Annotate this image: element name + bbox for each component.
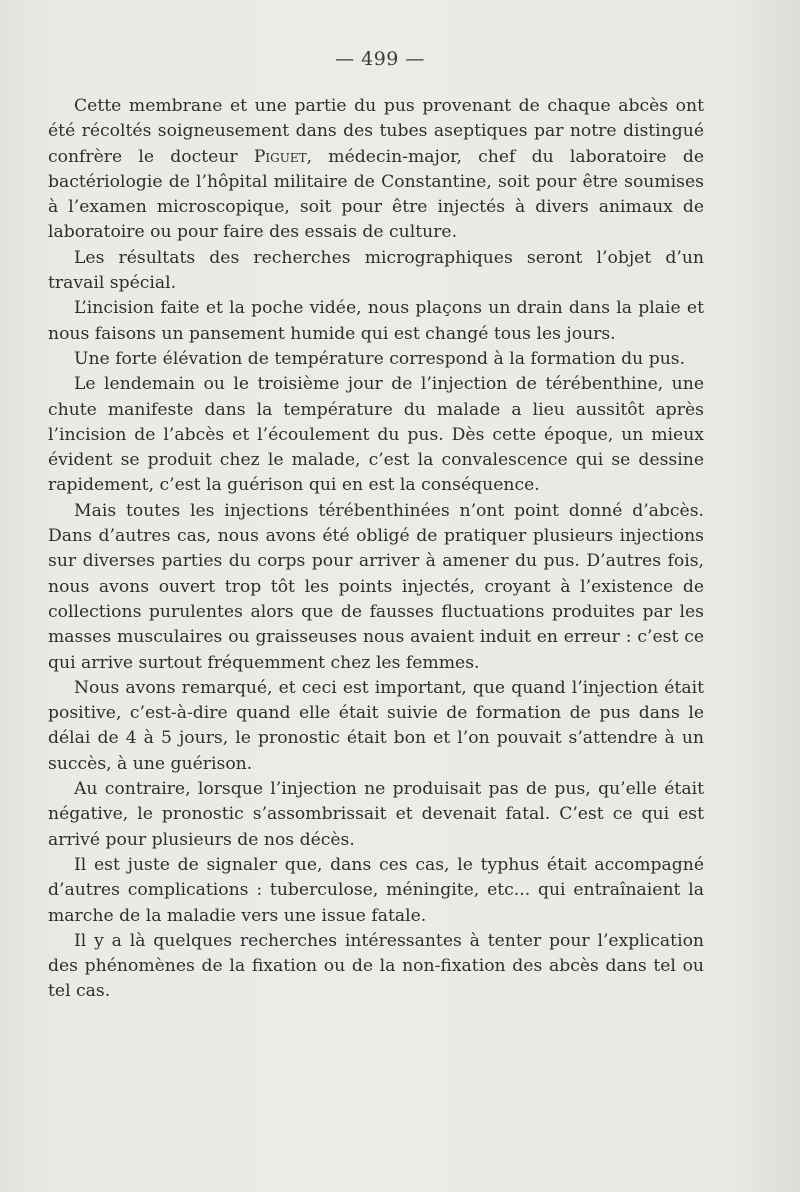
paragraph-9: Il est juste de signaler que, dans ces cas, le typhus était accompagné d’autres complications : tuberculose, méningite, etc... qui entraînaient la marche de la maladie vers une issue fatale. (48, 854, 704, 926)
paragraph-8: Au contraire, lorsque l’injection ne produisait pas de pus, qu’elle était négative, le pronostic s’assombrissait et devenait fatal. C’est ce qui est arrivé pour plusieurs de nos décès. (48, 779, 704, 850)
paragraph-1 (48, 94, 704, 246)
paragraph-6: Mais toutes les injections térébenthinées n’ont point donné d’abcès. Dans d’autres cas, nous avons été obligé de pratiquer plusieurs injections sur diverses parties du corps pour arriver à amener du pus. D’autres fois, nous avons ouvert trop tôt les points injectés, croyant à l’existence de collections purulentes alors que de fausses fluctuations produites par les masses musculaires ou graisseuses nous avaient induit en erreur : c’est ce qui arrive surtout fréquemment chez les femmes. (48, 500, 704, 673)
paragraph-2: Les résultats des recherches micrographiques seront l’objet d’un travail spécial. (48, 247, 704, 294)
author-name-piguet: Piguet (253, 146, 307, 167)
page-number: — 499 — (335, 48, 425, 70)
paragraph-10: Il y a là quelques recherches intéressantes à tenter pour l’explication des phénomènes de la fixation ou de la non-fixation des abcès dans tel ou tel cas. (48, 930, 704, 1002)
paragraph-1-text-before: Cette membrane et une partie du pus provenant de chaque abcès ont été récoltés soigneusement dans des tubes aseptiques par notre distingué confrère le docteur (48, 96, 704, 167)
paragraph-4: Une forte élévation de température correspond à la formation du pus. (74, 348, 686, 369)
paragraph-7: Nous avons remarqué, et ceci est important, que quand l’injection était positive, c’est-à-dire quand elle était suivie de formation de pus dans le délai de 4 à 5 jours, le pronostic était bon et l’on pouvait s’attendre à un succès, à une guérison. (48, 677, 704, 774)
paragraph-1-text-after: , médecin-major, chef du laboratoire de bactériologie de l’hôpital militaire de Constantine, soit pour être soumises à l’examen microscopique, soit pour être injectés à divers animaux de laboratoire ou pour faire des essais de culture. (48, 146, 704, 243)
paragraph-5: Le lendemain ou le troisième jour de l’injection de térébenthine, une chute manifeste dans la température du malade a lieu aussitôt après l’incision de l’abcès et l’écoulement du pus. Dès cette époque, un mieux évident se produit chez le malade, c’est la convalescence qui se dessine rapidement, c’est la guérison qui en est la conséquence. (48, 374, 704, 496)
body-text (48, 94, 704, 1005)
paragraph-3: L’incision faite et la poche vidée, nous plaçons un drain dans la plaie et nous faisons un pansement humide qui est changé tous les jours. (48, 298, 704, 344)
